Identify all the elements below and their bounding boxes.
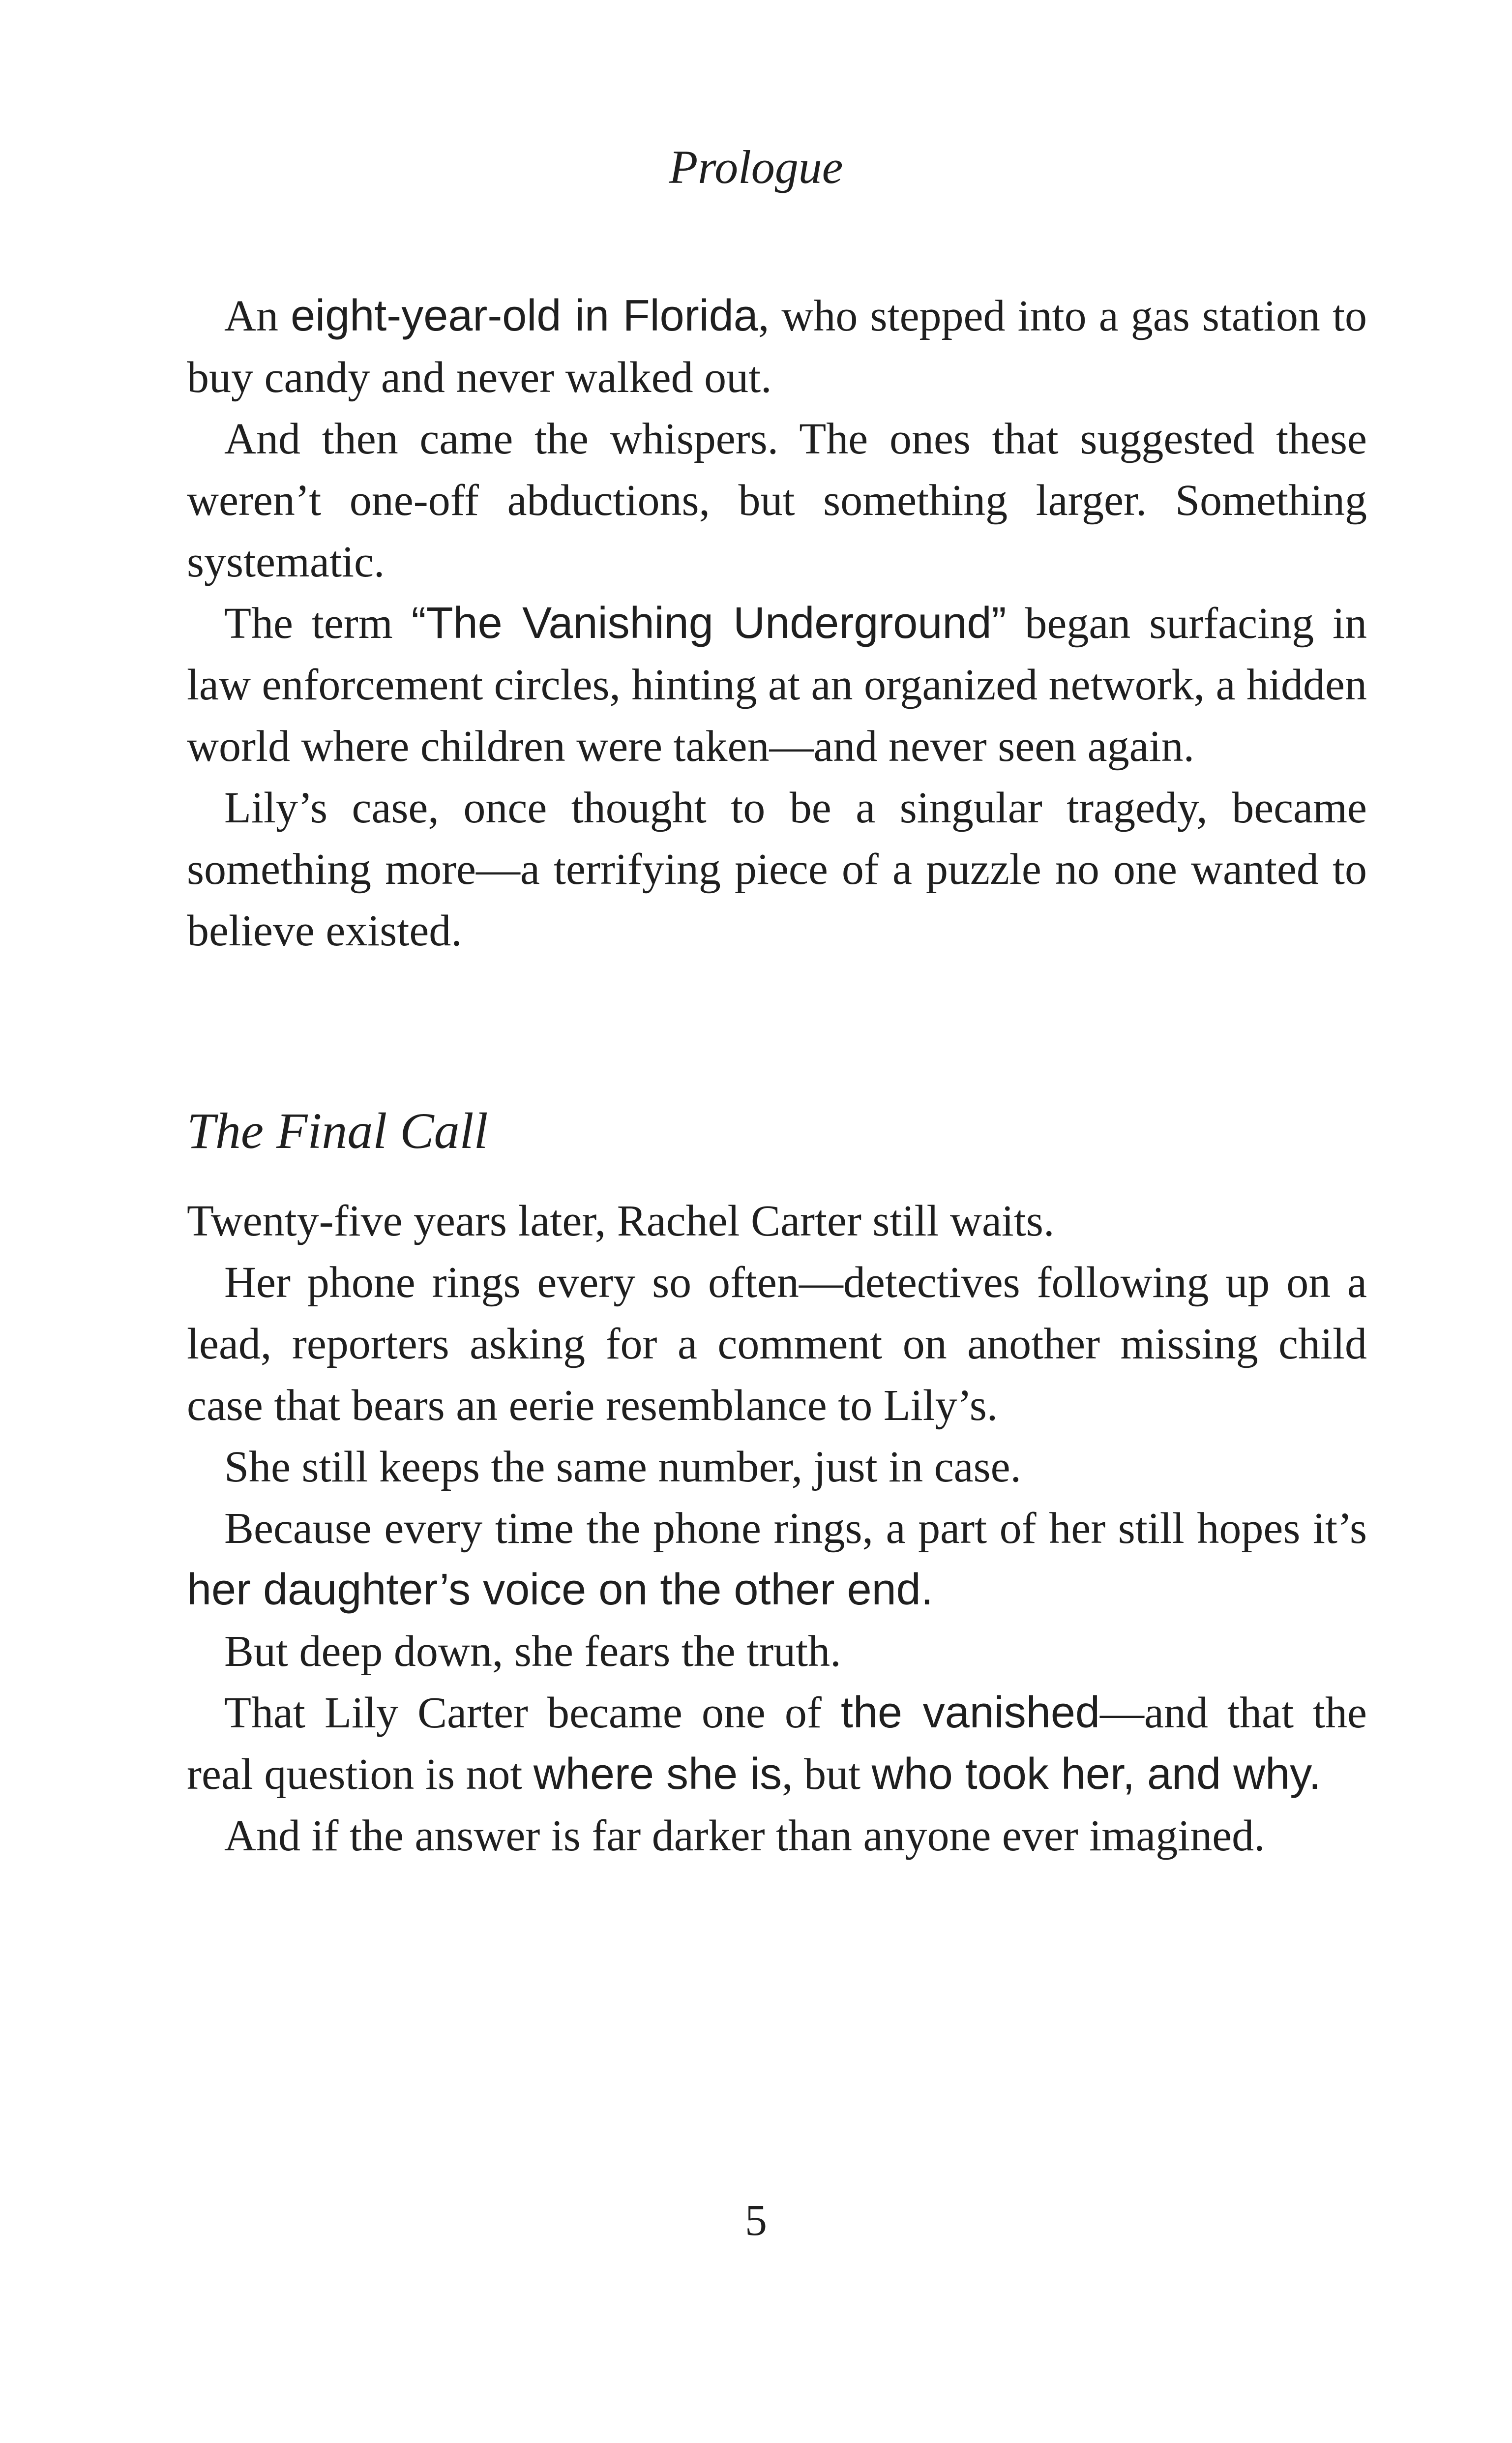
paragraph: But deep down, she fears the truth. xyxy=(224,1627,841,1676)
text-run-emphasis: who took her, and why. xyxy=(871,1749,1321,1799)
text-run: Because every time the phone rings, a part of her still hopes it’s xyxy=(224,1504,1367,1553)
text-run-emphasis: where she is xyxy=(533,1749,782,1799)
paragraph xyxy=(187,1498,1367,1621)
paragraph: Twenty-five years later, Rachel Carter still waits. xyxy=(187,1197,1055,1245)
paragraph: And then came the whispers. The ones that suggested these weren’t one-off abductions, but something larger. Something systematic. xyxy=(187,415,1367,586)
text-run: —and that the real question is not xyxy=(187,1689,1367,1799)
text-run: An xyxy=(224,292,291,340)
paragraph: And if the answer is far darker than anyone ever imagined. xyxy=(224,1811,1265,1860)
prologue-text-block xyxy=(187,285,1367,962)
paragraph: Her phone rings every so often—detectives following up on a lead, reporters asking for a comment on another missing child case that bears an eerie resemblance to Lily’s. xyxy=(187,1258,1367,1430)
paragraph xyxy=(187,1682,1367,1805)
final-call-text-block xyxy=(187,1190,1367,1867)
text-run: , who stepped into a gas station to buy candy and never walked out. xyxy=(187,292,1367,402)
paragraph: Lily’s case, once thought to be a singular tragedy, became something more—a terrifying piece of a puzzle no one wanted to believe existed. xyxy=(187,784,1367,955)
text-run-emphasis: the vanished xyxy=(841,1688,1100,1737)
section-heading: The Final Call xyxy=(187,1103,488,1159)
text-run-emphasis: eight-year-old in Florida xyxy=(291,291,758,340)
text-run-emphasis: “The Vanishing Underground” xyxy=(411,599,1007,648)
paragraph xyxy=(187,285,1367,408)
text-run: , but xyxy=(782,1750,872,1799)
page-number: 5 xyxy=(745,2196,767,2245)
paragraph: She still keeps the same number, just in case. xyxy=(224,1443,1022,1491)
text-run: began surfacing in law enforcement circles, hinting at an organized network, a hidden world where children were taken—and never seen again. xyxy=(187,599,1367,771)
text-run: That Lily Carter became one of xyxy=(224,1689,841,1737)
running-head: Prologue xyxy=(669,141,843,193)
paragraph xyxy=(187,593,1367,777)
text-run-emphasis: her daughter’s voice on the other end. xyxy=(187,1565,933,1614)
text-run: The term xyxy=(224,599,412,648)
